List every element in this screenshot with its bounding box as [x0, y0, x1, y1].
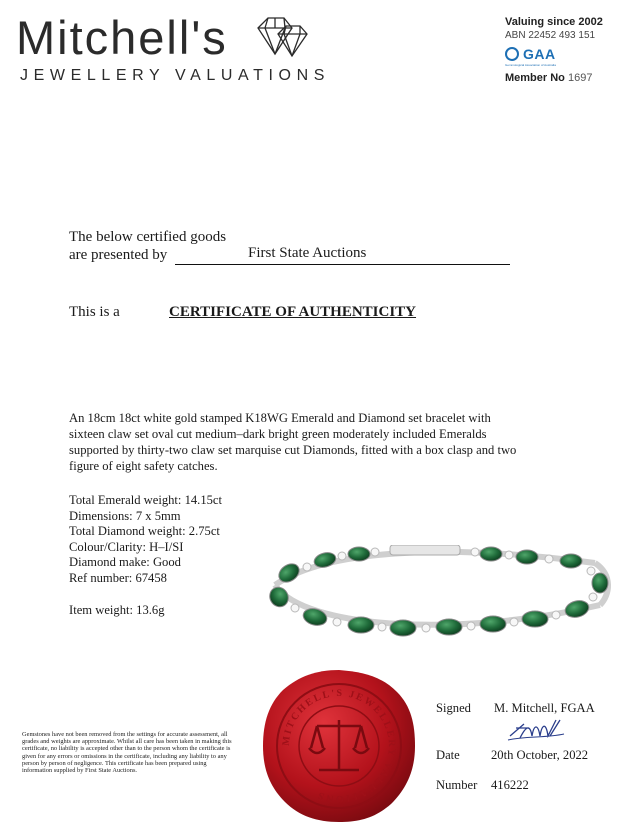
gaa-logo-icon — [505, 47, 519, 61]
certificate-title: CERTIFICATE OF AUTHENTICITY — [169, 304, 417, 320]
intro-line1: The below certified goods — [69, 229, 227, 245]
bracelet-image — [265, 545, 615, 650]
spec-diamond-make: Diamond make: Good — [69, 555, 181, 569]
signed-value: M. Mitchell, FGAA — [494, 701, 595, 715]
abn: ABN 22452 493 151 — [505, 30, 596, 42]
member-value: 1697 — [567, 72, 593, 85]
date-value: 20th October, 2022 — [491, 748, 589, 762]
member-number — [505, 72, 615, 84]
number-label: Number — [436, 778, 478, 792]
intro-line2 — [69, 247, 529, 265]
presenter-name: First State Auctions — [248, 245, 367, 261]
diamond-logo-icon — [254, 14, 310, 58]
gaa-text: GAA — [523, 46, 556, 63]
brand-subtitle: JEWELLERY VALUATIONS — [20, 67, 330, 84]
valuing-since: Valuing since 2002 — [505, 16, 603, 28]
seal-text: MITCHELL'S JEWELLERY VALUATIONS — [280, 687, 398, 805]
spec-ref-number: Ref number: 67458 — [69, 570, 167, 585]
signed-label: Signed — [436, 701, 471, 715]
item-description: An 18cm 18ct white gold stamped K18WG Emerald and Diamond set bracelet with sixteen claw set oval cut medium–dark bright green moderately included Emeralds supported by thirty-two claw set marquise cut Diamonds, fitted with a box clasp and two figure of eight safety catches. — [69, 411, 517, 473]
this-is-a-label: This is a — [69, 304, 120, 320]
spec-diamond-weight: Total Diamond weight: 2.75ct — [69, 524, 220, 538]
spec-emerald-weight: Total Emerald weight: 14.15ct — [69, 493, 223, 507]
spec-dimensions: Dimensions: 7 x 5mm — [69, 508, 181, 523]
spec-list — [69, 493, 222, 586]
header-credentials — [505, 16, 615, 84]
brand-name: Mitchell's — [16, 11, 228, 64]
signature-scribble — [506, 716, 566, 744]
presenter-line — [175, 247, 510, 265]
disclaimer: Gemstones have not been removed from the settings for accurate assessment, all grades and weights are approximate. Whilst all care has been taken in making this certificate, no liability is accepted other than to the person whom the certificate is given for any errors or omissions in the certificate, including any liability to any person by person of negligence. This certificate has been prepared using information supplied by First State Auctions. — [22, 731, 232, 775]
member-label: Member No — [505, 72, 565, 85]
spec-colour-clarity: Colour/Clarity: H–I/SI — [69, 539, 184, 554]
date-label: Date — [436, 748, 460, 762]
gaa-tagline: Gemmological Association of Australia — [505, 63, 556, 68]
wax-seal — [259, 666, 419, 826]
gaa-badge — [505, 46, 615, 62]
number-value: 416222 — [491, 778, 529, 792]
spec-item-weight: Item weight: 13.6g — [69, 603, 165, 617]
presented-by-label: are presented by — [69, 247, 168, 263]
